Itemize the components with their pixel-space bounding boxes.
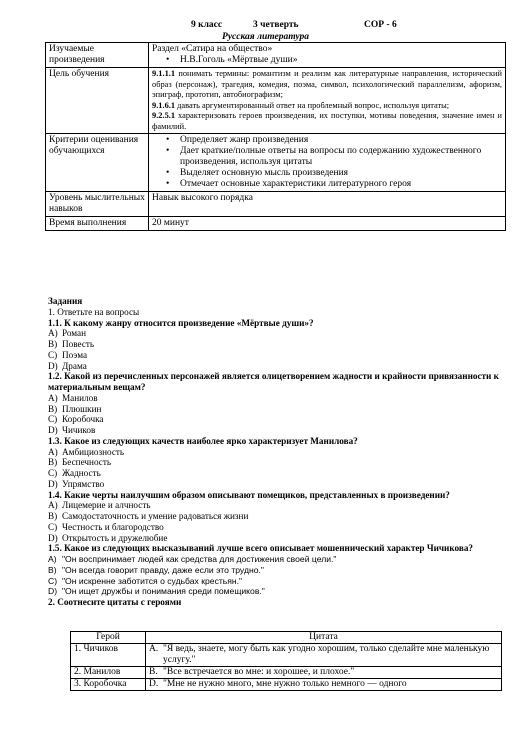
table-row <box>71 679 502 691</box>
quote-cell: A. "Я ведь, знаете, могу быть как угодно хорошим, только сделайте мне маленькую услугу." <box>146 644 502 667</box>
criteria-cell <box>149 134 506 192</box>
answer-option: A) Манилов <box>48 392 98 403</box>
hero-cell: 3. Коробочка <box>71 679 146 691</box>
answer-option: C) "Он искренне заботится о судьбах крестьян." <box>48 575 243 586</box>
work-item: • Н.В.Гоголь «Мёртвые души» <box>152 55 502 66</box>
time-value: 20 минут <box>149 217 506 231</box>
objective-label: Цель обучения <box>46 68 149 134</box>
answer-option: C) Честность и благородство <box>48 521 164 532</box>
hero-cell: 2. Манилов <box>71 667 146 679</box>
question-text: 1.4. Какие черты наилучшим образом описывают помещиков, представленных в произведении? <box>48 489 450 500</box>
answer-option: C) Поэма <box>48 349 88 360</box>
answer-option: B) Плюшкин <box>48 403 102 414</box>
info-row-level <box>46 192 506 217</box>
answer-option: B) Повесть <box>48 339 95 349</box>
criteria-label: Критерии оценивания обучающихся <box>46 134 149 192</box>
answer-option: D) Чичиков <box>48 425 96 435</box>
objectives-cell <box>149 68 506 134</box>
time-label: Время выполнения <box>46 217 149 231</box>
answer-option: A) Лицемерие и алчность <box>48 500 151 511</box>
answer-option: D) "Он ищет дружбы и понимания среди помещиков." <box>48 586 265 597</box>
answer-option: A) "Он воспринимает людей как средства для достижения своей цели." <box>48 554 337 564</box>
section-name: Раздел «Сатира на общество» <box>152 44 273 54</box>
answer-option: A) Амбициозность <box>48 446 125 457</box>
subject-title: Русская литература <box>222 32 309 42</box>
info-row-works <box>46 43 506 68</box>
tasks-title: Задания <box>48 296 83 306</box>
answer-option: D) Драма <box>48 360 87 371</box>
sor-label: СОР - 6 <box>364 20 397 30</box>
objective-item: 9.2.5.1 характеризовать героев произведения, их поступки, мотивы поведения, значение имен и фамилий. <box>152 111 502 131</box>
criteria-item: • Определяет жанр произведения <box>152 135 502 146</box>
objective-item: 9.1.6.1 давать аргументированный ответ на проблемный вопрос, используя цитаты; <box>152 100 450 110</box>
info-row-time <box>46 217 506 231</box>
match-table <box>70 631 502 691</box>
table-row <box>71 644 502 667</box>
answer-option: B) Самодостаточность и умение радоваться жизни <box>48 511 249 521</box>
match-header-row <box>71 632 502 644</box>
quote-cell: B. "Все встречается во мне: и хорошее, и плохое." <box>146 667 502 679</box>
grade-label: 9 класс <box>191 20 223 30</box>
studied-value <box>149 43 506 68</box>
studied-label: Изучаемые произведения <box>46 43 149 68</box>
info-row-objectives <box>46 68 506 134</box>
criteria-item: • Отмечает основные характеристики литературного героя <box>152 179 502 190</box>
objective-item: 9.1.1.1 понимать термины: романтизм и реализм как литературные направления, исторический образ (персонаж), трагедия, комедия, поэма, символ, психологический параллелизм, афоризм, эпиграф, прототип, автобиографизм; <box>152 69 502 99</box>
question-text: 1.2. Какой из перечисленных персонажей является олицетворением жадности и крайности привязанности к материальным вещам? <box>48 371 499 392</box>
answer-option: D) Открытость и дружелюбие <box>48 532 168 543</box>
criteria-list <box>152 135 502 190</box>
level-value: Навык высокого порядка <box>149 192 506 217</box>
match-task-title: 2. Соотнесите цитаты с героями <box>48 597 182 607</box>
criteria-item: • Дает краткие/полные ответы на вопросы по содержанию художественного произведения, используя цитаты <box>152 146 502 168</box>
criteria-item: • Выделяет основную мысль произведения <box>152 168 502 179</box>
works-list <box>152 55 502 66</box>
answer-option: D) Упрямство <box>48 478 105 489</box>
hero-cell: 1. Чичиков <box>71 644 146 667</box>
tasks-instruction: 1. Ответьте на вопросы <box>48 306 140 317</box>
quarter-label: 3 четверть <box>253 20 299 30</box>
question-text: 1.5. Какое из следующих высказываний лучше всего описывает мошеннический характер Чичикова? <box>48 543 474 554</box>
hero-header: Герой <box>71 632 146 644</box>
quote-header: Цитата <box>146 632 502 644</box>
question-text: 1.1. К какому жанру относится произведение «Мёртвые души»? <box>48 317 314 328</box>
quote-cell: D. "Мне не нужно много, мне нужно только немного — одного <box>146 679 502 691</box>
answer-option: B) Беспечность <box>48 457 112 468</box>
answer-option: B) "Он всегда говорит правду, даже если это трудно." <box>48 564 264 575</box>
tasks-section <box>48 296 518 608</box>
answer-option: C) Жадность <box>48 468 101 478</box>
answer-option: A) Роман <box>48 328 87 339</box>
question-text: 1.3. Какое из следующих качеств наиболее ярко характеризует Манилова? <box>48 435 358 446</box>
assessment-info-table <box>45 42 506 231</box>
table-row <box>71 667 502 679</box>
answer-option: C) Коробочка <box>48 414 104 425</box>
level-label: Уровень мыслительных навыков <box>46 192 149 217</box>
info-row-criteria <box>46 134 506 192</box>
